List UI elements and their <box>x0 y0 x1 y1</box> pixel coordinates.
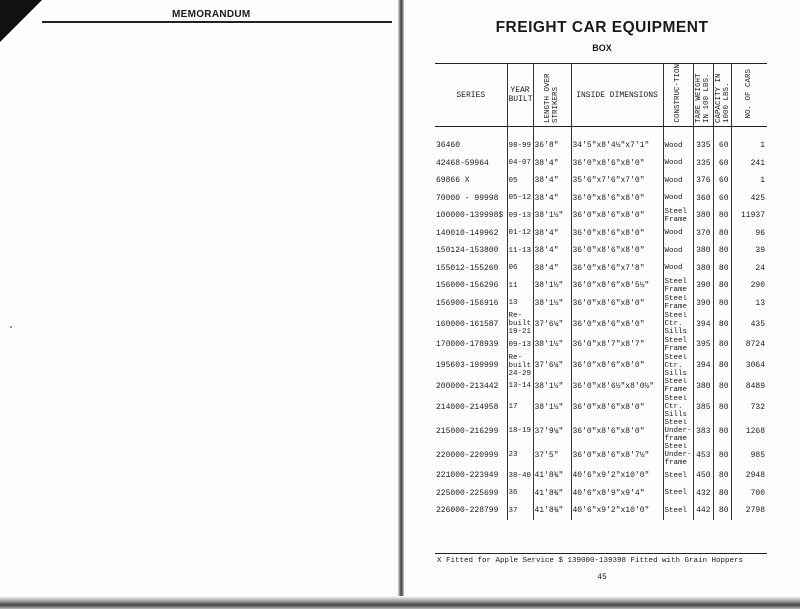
cell-length: 38'1½" <box>533 277 571 295</box>
cell-tare-weight: 380 <box>693 260 713 278</box>
left-page <box>0 0 398 609</box>
cell-construction: Steel Ctr. Sills <box>663 354 693 378</box>
cell-series: 170000-178939 <box>436 340 499 350</box>
page-title: FREIGHT CAR EQUIPMENT <box>495 19 709 36</box>
cell-series: 156000-156296 <box>436 281 499 291</box>
cell-capacity: 60 <box>713 190 731 208</box>
cell-tare-weight: 370 <box>693 225 713 243</box>
col-length: LENGTH OVER STRIKERS <box>533 64 571 127</box>
cell-capacity: 80 <box>713 395 731 419</box>
table-row <box>435 155 767 173</box>
cell-length: 38'1½" <box>533 378 571 396</box>
cell-capacity: 80 <box>713 312 731 336</box>
table-row <box>435 467 767 485</box>
table-row <box>435 419 767 443</box>
page-corner-tab <box>0 0 42 42</box>
cell-year-built: 11 <box>507 277 533 295</box>
cell-inside-dimensions: 36'0"x8'6"x8'0" <box>571 395 663 419</box>
cell-series: 140010-149962 <box>436 228 499 238</box>
table-row <box>435 378 767 396</box>
cell-tare-weight: 385 <box>693 395 713 419</box>
table-row <box>435 172 767 190</box>
cell-inside-dimensions: 36'0"x8'6"x8'0" <box>571 419 663 443</box>
cell-length: 36'8" <box>533 127 571 155</box>
cell-construction: Steel Ctr. Sills <box>663 395 693 419</box>
cell-construction: Steel <box>663 502 693 520</box>
cell-capacity: 80 <box>713 260 731 278</box>
cell-series: 160000-161587 <box>436 319 499 329</box>
cell-capacity: 80 <box>713 242 731 260</box>
cell-inside-dimensions: 36'0"x8'6"x8'0" <box>571 354 663 378</box>
cell-length: 38'4" <box>533 242 571 260</box>
table-row <box>435 190 767 208</box>
cell-year-built: Re-built 24-29 <box>508 353 532 378</box>
cell-construction: Wood <box>663 225 693 243</box>
col-series: SERIES <box>435 64 507 127</box>
cell-length: 38'4" <box>533 172 571 190</box>
cell-construction: Wood <box>663 172 693 190</box>
cell-series: 155012-155260 <box>436 263 499 273</box>
cell-inside-dimensions: 40'6"x9'2"x10'0" <box>571 467 663 485</box>
cell-no-of-cars: 425 <box>731 190 767 208</box>
cell-length: 37'5" <box>533 443 571 467</box>
cell-inside-dimensions: 36'0"x8'6"x8'0" <box>571 295 663 313</box>
table-row <box>435 277 767 295</box>
cell-capacity: 80 <box>713 295 731 313</box>
cell-year-built: 04-07 <box>507 155 533 173</box>
footnote-rule <box>435 553 767 554</box>
cell-year-built: 23 <box>507 443 533 467</box>
cell-year-built: 09-13 <box>507 336 533 354</box>
cell-length: 38'1½" <box>533 395 571 419</box>
table-row <box>435 485 767 503</box>
cell-year-built: 37 <box>507 502 533 520</box>
table-header-row <box>435 64 767 127</box>
col-capacity: CAPACITY IN 1000 LBS. <box>713 64 731 127</box>
table-row <box>435 395 767 419</box>
table-row <box>435 242 767 260</box>
table-row <box>435 312 767 336</box>
cell-series: 220000-220999 <box>436 450 499 460</box>
table-row <box>435 127 767 155</box>
cell-capacity: 80 <box>713 225 731 243</box>
cell-inside-dimensions: 36'0"x8'6"x8'0" <box>571 312 663 336</box>
cell-no-of-cars: 2948 <box>731 467 767 485</box>
cell-no-of-cars: 39 <box>731 242 767 260</box>
cell-construction: Steel Frame <box>663 277 693 295</box>
cell-length: 37'6¼" <box>533 354 571 378</box>
cell-no-of-cars: 1268 <box>731 419 767 443</box>
cell-no-of-cars: 1 <box>731 172 767 190</box>
cell-series: 156900-156916 <box>436 298 499 308</box>
cell-construction: Wood <box>663 260 693 278</box>
cell-tare-weight: 442 <box>693 502 713 520</box>
cell-series: 69866 X <box>436 176 470 186</box>
cell-series: 195603-199999 <box>436 361 499 370</box>
col-no-of-cars: NO. OF CARS <box>731 64 767 127</box>
header-rule <box>42 21 392 23</box>
cell-year-built: 17 <box>507 395 533 419</box>
cell-inside-dimensions: 40'6"x9'2"x10'0" <box>571 502 663 520</box>
cell-construction: Steel Under-frame <box>664 443 692 467</box>
cell-series: 225000-225699 <box>436 488 499 498</box>
cell-tare-weight: 376 <box>693 172 713 190</box>
cell-tare-weight: 394 <box>693 312 713 336</box>
cell-inside-dimensions: 36'0"x8'6"x8'0" <box>571 242 663 260</box>
page-subtitle: BOX <box>592 43 612 53</box>
cell-tare-weight: 380 <box>693 207 713 225</box>
cell-construction: Steel Frame <box>663 378 693 396</box>
cell-length: 38'1½" <box>533 207 571 225</box>
cell-year-built: 05-12 <box>507 190 533 208</box>
cell-capacity: 60 <box>713 127 731 155</box>
table-row <box>435 207 767 225</box>
cell-length: 38'4" <box>533 190 571 208</box>
cell-length: 41'8¾" <box>533 485 571 503</box>
cell-tare-weight: 380 <box>693 242 713 260</box>
cell-capacity: 80 <box>713 336 731 354</box>
cell-inside-dimensions: 34'5"x8'4½"x7'1" <box>571 127 663 155</box>
freight-car-table <box>435 64 767 520</box>
cell-capacity: 80 <box>713 443 731 467</box>
cell-capacity: 80 <box>713 207 731 225</box>
cell-tare-weight: 380 <box>693 378 713 396</box>
cell-no-of-cars: 8489 <box>731 378 767 396</box>
cell-no-of-cars: 96 <box>731 225 767 243</box>
cell-tare-weight: 360 <box>693 190 713 208</box>
cell-year-built: 98-99 <box>507 127 533 155</box>
cell-tare-weight: 383 <box>693 419 713 443</box>
cell-construction: Wood <box>663 190 693 208</box>
cell-capacity: 60 <box>713 155 731 173</box>
cell-length: 38'4" <box>533 155 571 173</box>
cell-year-built: 18-19 <box>507 419 533 443</box>
cell-capacity: 80 <box>713 378 731 396</box>
cell-construction: Steel Under-frame <box>664 419 692 443</box>
cell-no-of-cars: 435 <box>731 312 767 336</box>
cell-length: 41'8¾" <box>533 502 571 520</box>
cell-tare-weight: 395 <box>693 336 713 354</box>
table-body <box>435 127 767 520</box>
cell-no-of-cars: 732 <box>731 395 767 419</box>
table-row <box>435 502 767 520</box>
cell-series: 100000-139998$ <box>436 211 504 221</box>
table-row <box>435 443 767 467</box>
cell-construction: Steel <box>663 485 693 503</box>
cell-capacity: 80 <box>713 277 731 295</box>
cell-construction: Wood <box>663 155 693 173</box>
col-inside-dimensions: INSIDE DIMENSIONS <box>571 64 663 127</box>
cell-construction: Steel Ctr. Sills <box>663 312 693 336</box>
cell-year-built: 05 <box>507 172 533 190</box>
cell-tare-weight: 390 <box>693 277 713 295</box>
cell-inside-dimensions: 36'0"x8'6"x8'5½" <box>571 277 663 295</box>
cell-inside-dimensions: 36'0"x8'6"x7'8" <box>571 260 663 278</box>
cell-inside-dimensions: 40'6"x8'9"x9'4" <box>571 485 663 503</box>
cell-series: 42468-59964 <box>436 158 489 168</box>
cell-year-built: 13 <box>507 295 533 313</box>
cell-construction: Steel <box>663 467 693 485</box>
cell-year-built: 38-40 <box>507 467 533 485</box>
col-tare-weight: TARE WEIGHT IN 100 LBS. <box>693 64 713 127</box>
cell-no-of-cars: 241 <box>731 155 767 173</box>
col-construction: CONSTRUC-TION <box>663 64 693 127</box>
cell-length: 38'1½" <box>533 295 571 313</box>
cell-inside-dimensions: 36'0"x8'6½"x8'0½" <box>571 378 663 396</box>
cell-no-of-cars: 985 <box>731 443 767 467</box>
cell-capacity: 80 <box>713 419 731 443</box>
cell-series: 36460 <box>436 141 461 151</box>
cell-series: 214000-214958 <box>436 402 499 412</box>
cell-no-of-cars: 3064 <box>731 354 767 378</box>
cell-year-built: 06 <box>507 260 533 278</box>
cell-tare-weight: 335 <box>693 155 713 173</box>
cell-year-built: 13-14 <box>507 378 533 396</box>
col-year-built: YEAR BUILT <box>507 64 533 127</box>
cell-construction: Steel Frame <box>663 207 693 225</box>
footnote: X Fitted for Apple Service $ 139000-139398 Fitted with Grain Hoppers <box>437 557 744 565</box>
cell-year-built: 36 <box>507 485 533 503</box>
cell-no-of-cars: 2798 <box>731 502 767 520</box>
cell-tare-weight: 394 <box>693 354 713 378</box>
cell-capacity: 60 <box>713 172 731 190</box>
cell-tare-weight: 432 <box>693 485 713 503</box>
cell-tare-weight: 335 <box>693 127 713 155</box>
cell-no-of-cars: 11937 <box>731 207 767 225</box>
equipment-table-wrap <box>435 63 767 520</box>
cell-series: 200000-213442 <box>436 381 499 391</box>
cell-no-of-cars: 24 <box>731 260 767 278</box>
cell-series: 226000-228799 <box>436 506 499 516</box>
cell-length: 38'4" <box>533 260 571 278</box>
cell-construction: Wood <box>663 242 693 260</box>
cell-length: 38'1½" <box>533 336 571 354</box>
cell-tare-weight: 450 <box>693 467 713 485</box>
table-row <box>435 336 767 354</box>
table-row <box>435 295 767 313</box>
cell-construction: Wood <box>663 127 693 155</box>
cell-capacity: 80 <box>713 354 731 378</box>
cell-year-built: 11-13 <box>507 242 533 260</box>
page-number: 45 <box>597 573 607 582</box>
page-bottom-edge <box>0 596 800 609</box>
cell-inside-dimensions: 36'0"x8'6"x8'0" <box>571 155 663 173</box>
cell-no-of-cars: 8724 <box>731 336 767 354</box>
cell-capacity: 80 <box>713 502 731 520</box>
cell-series: 221000-223949 <box>436 471 499 481</box>
cell-capacity: 80 <box>713 467 731 485</box>
cell-no-of-cars: 1 <box>731 127 767 155</box>
cell-inside-dimensions: 36'0"x8'6"x8'0" <box>571 190 663 208</box>
cell-construction: Steel Frame <box>663 336 693 354</box>
table-row <box>435 260 767 278</box>
cell-length: 37'9¼" <box>533 419 571 443</box>
cell-tare-weight: 390 <box>693 295 713 313</box>
cell-inside-dimensions: 36'0"x8'6"x8'7½" <box>571 443 663 467</box>
cell-length: 41'8¾" <box>533 467 571 485</box>
cell-inside-dimensions: 36'0"x8'6"x8'0" <box>571 225 663 243</box>
cell-no-of-cars: 700 <box>731 485 767 503</box>
cell-year-built: Re-built 19-21 <box>508 312 532 336</box>
cell-capacity: 80 <box>713 485 731 503</box>
cell-year-built: 01-12 <box>507 225 533 243</box>
cell-series: 150124-153800 <box>436 246 499 256</box>
cell-inside-dimensions: 35'6"x7'6"x7'0" <box>571 172 663 190</box>
cell-length: 37'6¼" <box>533 312 571 336</box>
table-row <box>435 354 767 378</box>
cell-tare-weight: 453 <box>693 443 713 467</box>
cell-no-of-cars: 290 <box>731 277 767 295</box>
cell-series: 70000 - 99998 <box>436 193 499 203</box>
cell-inside-dimensions: 36'0"x8'7"x8'7" <box>571 336 663 354</box>
cell-series: 215000-216299 <box>436 426 499 436</box>
cell-length: 38'4" <box>533 225 571 243</box>
page-speck <box>10 326 12 328</box>
cell-construction: Steel Frame <box>663 295 693 313</box>
memorandum-header: MEMORANDUM <box>172 9 251 20</box>
cell-year-built: 09-13 <box>507 207 533 225</box>
table-row <box>435 225 767 243</box>
cell-no-of-cars: 13 <box>731 295 767 313</box>
cell-inside-dimensions: 36'0"x8'6"x8'0" <box>571 207 663 225</box>
